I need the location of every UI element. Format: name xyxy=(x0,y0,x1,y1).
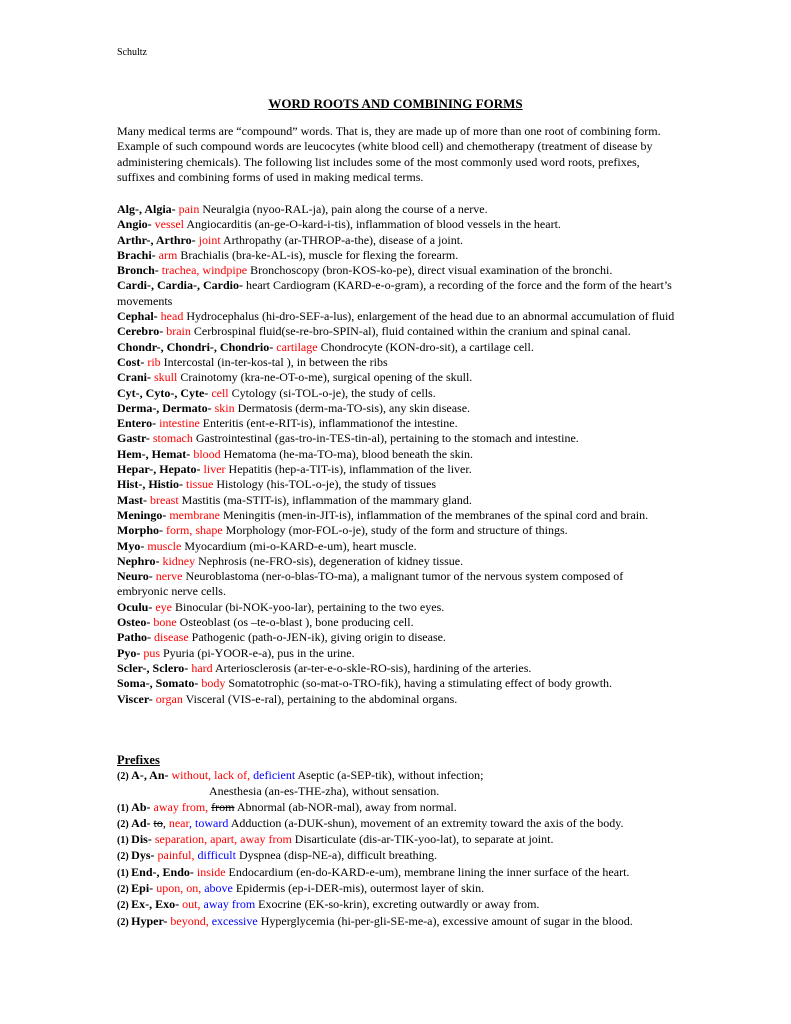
root-meaning: form, shape xyxy=(166,523,223,538)
root-meaning: hard xyxy=(191,660,213,675)
root-term: Bronch- xyxy=(117,263,162,278)
root-meaning: head xyxy=(160,309,184,324)
root-entry xyxy=(117,248,677,263)
root-term: Pyo- xyxy=(117,645,144,660)
root-entry xyxy=(117,554,677,569)
root-description: Neuralgia (nyoo-RAL-ja), pain along the course of a nerve. xyxy=(199,202,488,216)
prefix-meaning: upon, on, xyxy=(156,881,205,896)
root-term: Hist-, Histio- xyxy=(117,477,186,492)
prefix-entry xyxy=(117,914,697,930)
prefix-number: (2) xyxy=(117,900,132,912)
root-description: Dermatosis (derm-ma-TO-sis), any skin disease. xyxy=(234,400,471,415)
prefix-meaning: near xyxy=(168,815,190,830)
root-term: Meningo- xyxy=(117,507,170,522)
prefix-number: (1) xyxy=(117,867,132,879)
root-meaning: brain xyxy=(166,324,191,339)
prefix-entry xyxy=(117,848,697,864)
prefix-entry xyxy=(117,865,697,881)
root-description: Pyuria (pi-YOOR-e-a), pus in the urine. xyxy=(160,645,355,660)
root-description: Gastrointestinal (gas-tro-in-TES-tin-al), pertaining to the stomach and intestine. xyxy=(192,431,579,446)
prefix-separator: , xyxy=(162,815,169,830)
prefix-meaning: out, xyxy=(182,897,204,912)
intro-paragraph: Many medical terms are “compound” words. That is, they are made up of more than one root of combining form. Example of such compound words are leucocytes (white blood cell) and chemotherapy (treatment of disease by administering chemicals). The following list includes some of the most commonly used word roots, prefixes, suffixes and combining forms of used in making medical terms. xyxy=(117,124,661,184)
root-description: Arteriosclerosis (ar-ter-e-o-skle-RO-sis), hardining of the arteries. xyxy=(212,660,532,675)
root-term: Scler-, Sclero- xyxy=(117,660,192,675)
root-meaning: skin xyxy=(214,400,235,415)
root-entry xyxy=(117,431,677,446)
prefix-term: Ex-, Exo- xyxy=(131,897,183,912)
root-term: Brachi- xyxy=(117,247,159,262)
root-entry xyxy=(117,493,677,508)
root-term: Neuro- xyxy=(117,569,156,584)
root-entry xyxy=(117,508,677,523)
root-term: Osteo- xyxy=(117,615,154,630)
root-entry xyxy=(117,309,677,324)
root-meaning: breast xyxy=(150,492,179,507)
root-meaning: stomach xyxy=(152,431,193,446)
prefix-term: Dis- xyxy=(131,832,155,847)
root-term: Morpho- xyxy=(117,523,166,538)
root-term: Cost- xyxy=(117,354,148,369)
root-term: Crani- xyxy=(117,370,154,385)
prefixes-heading: Prefixes xyxy=(117,753,160,767)
root-entry xyxy=(117,416,677,431)
root-meaning: muscle xyxy=(147,538,182,553)
root-description: Angiocarditis (an-ge-O-kard-i-tis), inflammation of blood vessels in the heart. xyxy=(184,217,561,232)
root-meaning: kidney xyxy=(162,553,196,568)
root-meaning: pain xyxy=(178,202,200,216)
root-entry xyxy=(117,202,677,217)
prefix-meaning-alt: away from xyxy=(203,897,256,912)
root-term: Entero- xyxy=(117,416,160,431)
prefix-description: Exocrine (EK-so-krin), excreting outwardly or away from. xyxy=(255,897,540,912)
root-meaning: nerve xyxy=(155,569,183,584)
root-term: Chondr-, Chondri-, Chondrio- xyxy=(117,339,277,354)
prefix-entry xyxy=(117,768,697,784)
root-entry xyxy=(117,477,677,492)
root-entry xyxy=(117,692,677,707)
prefix-description: Dyspnea (disp-NE-a), difficult breathing. xyxy=(235,848,438,863)
prefix-description: Hyperglycemia (hi-per-gli-SE-me-a), excessive amount of sugar in the blood. xyxy=(257,913,633,928)
root-meaning: rib xyxy=(147,354,161,369)
root-description: Arthropathy (ar-THROP-a-the), disease of a joint. xyxy=(220,232,464,247)
prefix-continuation: Anesthesia (an-es-THE-zha), without sensation. xyxy=(209,784,440,799)
root-meaning: vessel xyxy=(154,217,184,232)
root-term: Oculu- xyxy=(117,599,156,614)
root-entry xyxy=(117,539,677,554)
root-description: Nephrosis (ne-FRO-sis), degeneration of kidney tissue. xyxy=(195,553,464,568)
prefix-entry xyxy=(117,897,697,913)
root-term: Soma-, Somato- xyxy=(117,676,202,691)
root-meaning: bone xyxy=(153,615,177,630)
root-meaning: cell xyxy=(211,385,229,400)
prefix-meaning-alt: , toward xyxy=(189,815,229,830)
root-term: Myo- xyxy=(117,538,148,553)
prefix-entry xyxy=(117,832,697,848)
root-entry xyxy=(117,401,677,416)
prefix-term: A-, An- xyxy=(131,768,172,782)
root-description: Cerbrospinal fluid(se-re-bro-SPIN-al), fluid contained within the cranium and spinal canal. xyxy=(190,324,631,339)
prefix-term: Dys- xyxy=(131,848,158,863)
root-entry xyxy=(117,324,677,339)
root-entry xyxy=(117,263,677,278)
root-entry xyxy=(117,615,677,630)
root-entry xyxy=(117,340,677,355)
root-meaning: liver xyxy=(203,462,226,477)
root-meaning: arm xyxy=(158,247,178,262)
root-description: Pathogenic (path-o-JEN-ik), giving origin to disease. xyxy=(188,630,446,645)
prefix-meaning: separation, apart, away from xyxy=(154,832,292,847)
prefix-meaning-alt: deficient xyxy=(253,768,296,782)
prefix-meaning: away from, xyxy=(153,799,212,814)
page-title: WORD ROOTS AND COMBINING FORMS xyxy=(268,96,523,111)
prefix-meaning: painful, xyxy=(157,848,198,863)
prefix-description: Epidermis (ep-i-DER-mis), outermost layer of skin. xyxy=(232,881,485,896)
root-description: Binocular (bi-NOK-yoo-lar), pertaining to the two eyes. xyxy=(172,599,445,614)
prefix-meaning-alt: excessive xyxy=(211,913,258,928)
root-meaning: organ xyxy=(155,691,183,706)
prefix-number: (2) xyxy=(117,818,132,830)
root-description: Histology (his-TOL-o-je), the study of tissues xyxy=(213,477,437,492)
root-term: Alg-, Algia- xyxy=(117,202,179,216)
prefix-description: Endocardium (en-do-KARD-e-um), membrane lining the inner surface of the heart. xyxy=(225,864,630,879)
root-entry xyxy=(117,462,677,477)
root-meaning: joint xyxy=(198,232,221,247)
root-description: Crainotomy (kra-ne-OT-o-me), surgical opening of the skull. xyxy=(177,370,473,385)
root-term: Viscer- xyxy=(117,691,156,706)
root-term: Mast- xyxy=(117,492,150,507)
root-term: Patho- xyxy=(117,630,154,645)
root-description: Morphology (mor-FOL-o-je), study of the form and structure of things. xyxy=(222,523,568,538)
root-term: Nephro- xyxy=(117,553,163,568)
root-description: Osteoblast (os –te-o-blast ), bone producing cell. xyxy=(176,615,414,630)
root-description: Meningitis (men-in-JIT-is), inflammation of the membranes of the spinal cord and brain. xyxy=(220,507,649,522)
root-description: Mastitis (ma-STIT-is), inflammation of the mammary gland. xyxy=(178,492,472,507)
root-term: Hem-, Hemat- xyxy=(117,446,194,461)
prefix-number: (2) xyxy=(117,884,132,896)
root-meaning: tissue xyxy=(186,477,214,492)
prefix-number: (1) xyxy=(117,802,132,814)
root-description: Hydrocephalus (hi-dro-SEF-a-lus), enlargement of the head due to an abnormal accumulation of fluid xyxy=(183,309,675,324)
root-entry xyxy=(117,523,677,538)
root-term: Derma-, Dermato- xyxy=(117,400,215,415)
root-entry xyxy=(117,217,677,232)
root-entry xyxy=(117,630,677,645)
root-term: Cyt-, Cyto-, Cyte- xyxy=(117,385,212,400)
prefix-term: Epi- xyxy=(131,881,157,896)
root-meaning: skull xyxy=(154,370,178,385)
root-meaning: membrane xyxy=(169,507,220,522)
prefix-description: Disarticulate (dis-ar-TIK-yoo-lat), to separate at joint. xyxy=(291,832,554,847)
root-entry xyxy=(117,646,677,661)
root-entry xyxy=(117,355,677,370)
root-description: Enteritis (ent-e-RIT-is), inflammationof the intestine. xyxy=(199,416,458,431)
root-entry xyxy=(117,600,677,615)
root-term: Cerebro- xyxy=(117,324,167,339)
prefix-description: Aseptic (a-SEP-tik), without infection; xyxy=(295,768,484,782)
prefix-entry xyxy=(117,816,697,832)
root-description: Myocardium (mi-o-KARD-e-um), heart muscle. xyxy=(181,538,417,553)
prefix-meaning: inside xyxy=(196,864,226,879)
prefix-term: Ad- xyxy=(131,815,154,830)
root-description: Cytology (si-TOL-o-je), the study of cells. xyxy=(228,385,436,400)
prefix-struck-word: to xyxy=(153,815,163,830)
root-description: Chondrocyte (KON-dro-sit), a cartilage cell. xyxy=(317,339,534,354)
root-term: Cardi-, Cardia-, Cardio- xyxy=(117,278,246,293)
root-entry xyxy=(117,386,677,401)
prefix-entry xyxy=(117,881,697,897)
prefix-meaning-alt: above xyxy=(204,881,233,896)
root-meaning: trachea, windpipe xyxy=(161,263,248,278)
root-entry xyxy=(117,233,677,248)
prefix-entry xyxy=(117,800,697,816)
root-description: Intercostal (in-ter-kos-tal ), in between the ribs xyxy=(160,354,388,369)
prefixes-list xyxy=(117,768,697,930)
prefix-term: End-, Endo- xyxy=(131,864,197,879)
prefix-meaning-alt: difficult xyxy=(197,848,236,863)
root-description: Neuroblastoma (ner-o-blas-TO-ma), a malignant tumor of the nervous system composed of embryonic nerve cells. xyxy=(117,569,624,599)
root-description: Hepatitis (hep-a-TIT-is), inflammation of the liver. xyxy=(225,462,472,477)
prefix-meaning: beyond, xyxy=(170,913,212,928)
root-meaning: disease xyxy=(154,630,189,645)
root-meaning: blood xyxy=(193,446,221,461)
prefix-number: (2) xyxy=(117,771,132,782)
root-meaning: intestine xyxy=(159,416,200,431)
root-description: heart Cardiogram (KARD-e-o-gram), a recording of the force and the form of the heart’s movements xyxy=(117,278,672,308)
root-term: Arthr-, Arthro- xyxy=(117,232,199,247)
root-term: Angio- xyxy=(117,217,155,232)
root-description: Hematoma (he-ma-TO-ma), blood beneath the skin. xyxy=(220,446,474,461)
root-description: Somatotrophic (so-mat-o-TRO-fik), having a stimulating effect of body growth. xyxy=(225,676,613,691)
root-description: Brachialis (bra-ke-AL-is), muscle for flexing the forearm. xyxy=(177,247,459,262)
prefix-term: Hyper- xyxy=(131,913,171,928)
root-meaning: eye xyxy=(155,599,172,614)
root-meaning: body xyxy=(201,676,226,691)
root-entry xyxy=(117,278,677,309)
prefix-number: (1) xyxy=(117,835,132,847)
root-description: Bronchoscopy (bron-KOS-ko-pe), direct visual examination of the bronchi. xyxy=(247,263,613,278)
root-entry xyxy=(117,569,677,600)
root-meaning: cartilage xyxy=(276,339,318,354)
root-entry xyxy=(117,676,677,691)
root-entry xyxy=(117,370,677,385)
prefix-number: (2) xyxy=(117,916,132,928)
root-entry xyxy=(117,661,677,676)
root-meaning: pus xyxy=(143,645,160,660)
prefix-struck-word: from xyxy=(211,799,235,814)
prefix-number: (2) xyxy=(117,851,132,863)
root-description: Visceral (VIS-e-ral), pertaining to the abdominal organs. xyxy=(182,691,458,706)
prefix-description: Adduction (a-DUK-shun), movement of an extremity toward the axis of the body. xyxy=(228,815,624,830)
prefix-meaning: without, lack of, xyxy=(171,768,254,782)
word-roots-list xyxy=(117,202,677,707)
prefix-description: Abnormal (ab-NOR-mal), away from normal. xyxy=(234,799,457,814)
prefix-term: Ab- xyxy=(131,799,154,814)
root-entry xyxy=(117,447,677,462)
root-term: Hepar-, Hepato- xyxy=(117,462,204,477)
root-term: Cephal- xyxy=(117,309,161,324)
page-header: Schultz xyxy=(117,47,147,58)
root-term: Gastr- xyxy=(117,431,153,446)
